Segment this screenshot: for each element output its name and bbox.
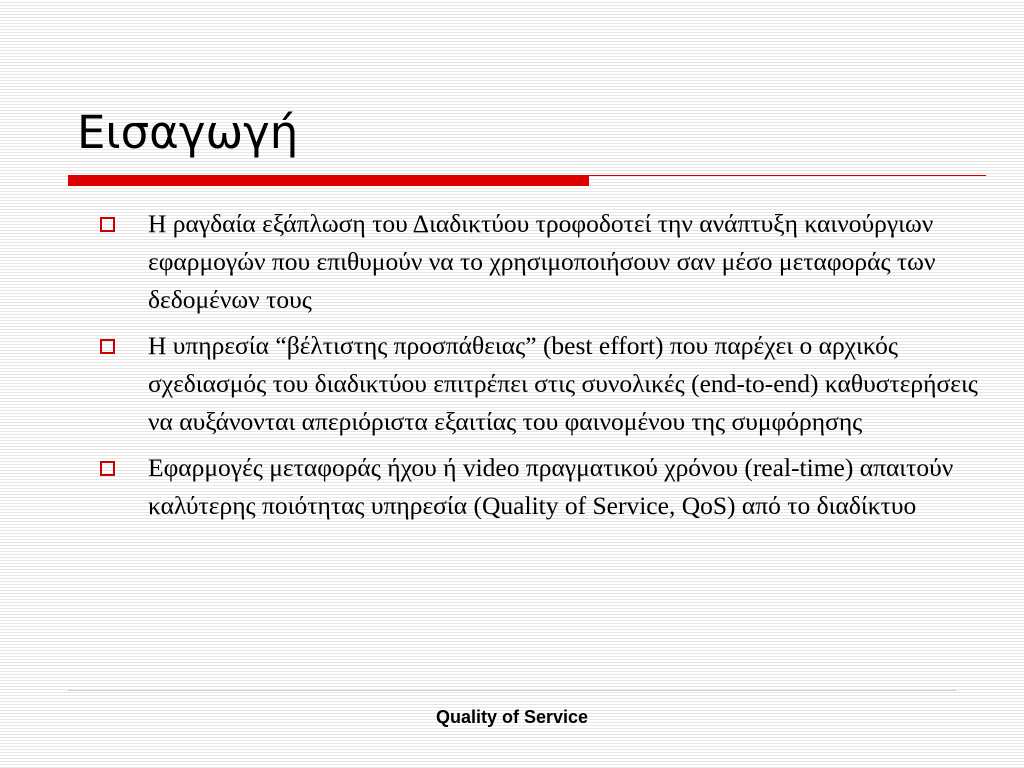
bullet-item-2: [97, 327, 1002, 441]
slide-footer: Quality of Service: [435, 707, 589, 727]
bullet-text: Η ραγδαία εξάπλωση του Διαδικτύου τροφοδοτεί την ανάπτυξη καινούργιων εφαρμογών που επιθυμούν να το χρησιμοποιήσουν σαν μέσο μεταφοράς των δεδομένων τους: [148, 209, 936, 314]
hollow-square-icon: [100, 461, 115, 476]
bullet-list: [97, 205, 1002, 533]
bullet-text: Εφαρμογές μεταφοράς ήχου ή video πραγματικού χρόνου (real-time) απαιτούν καλύτερης ποιότητας υπηρεσία (Quality of Service, QoS) από το διαδίκτυο: [148, 453, 954, 520]
bullet-text: Η υπηρεσία “βέλτιστης προσπάθειας” (best effort) που παρέχει ο αρχικός σχεδιασμός του διαδικτύου επιτρέπει στις συνολικές (end-to-end) καθυστερήσεις να αυξάνονται απεριόριστα εξαιτίας του φαινομένου της συμφόρησης: [148, 331, 978, 436]
hollow-square-icon: [100, 217, 115, 232]
bullet-item-3: [97, 449, 1002, 525]
footer-divider: [68, 690, 956, 691]
hollow-square-icon: [100, 339, 115, 354]
slide-title: Εισαγωγή: [77, 106, 299, 159]
bullet-item-1: [97, 205, 1002, 319]
title-divider-accent: [68, 175, 589, 186]
